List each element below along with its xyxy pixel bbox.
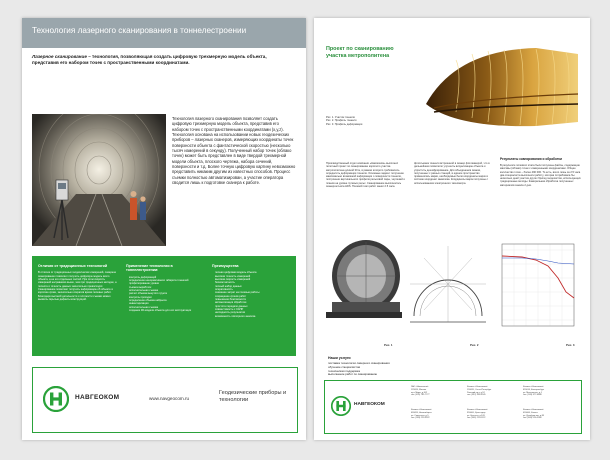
advantage-item: автоматизация обработки [215, 301, 247, 305]
left-footer [32, 367, 298, 433]
office-line: тел: (343) 377-6688 [523, 394, 542, 397]
navgeocom-logo-icon [43, 386, 69, 412]
navgeocom-logo-icon [331, 396, 351, 416]
services-list [328, 356, 458, 377]
application-item: профилирование уровня [129, 282, 159, 286]
results-text: В результате полевого этапа были получены файлы, содержащие массивы (облако) точек с измеренными координатами. Общее количество точек – более 490 000. То есть, всего лишь за 2.5 часа два специалиста выполнили работу, которая потребовала бы несколько дней участия других бригад геодезистов, использующих традиционные методы. Камеральная обработка полученных материалов заняла 2 дня. [500, 163, 581, 187]
application-item: инвентаризация [129, 302, 149, 306]
differences-column [38, 264, 118, 301]
tunnel-section-render [326, 236, 402, 342]
application-item: контроль деформаций [129, 275, 157, 279]
advantage-item: повышение безопасности [215, 298, 247, 302]
application-item: исполнительная съемка [129, 288, 159, 292]
website-link[interactable]: www.navgeocom.ru [149, 396, 190, 401]
tunnel-scanner-photo [32, 114, 166, 246]
services-title: Наши услуги [328, 356, 351, 360]
navgeocom-logo-text: НАВГЕОКОМ [75, 394, 120, 401]
office-line: тел: (861) 210-1122 [467, 417, 486, 420]
right-page-title: Проект по сканированию участка метрополитена [326, 46, 394, 59]
project-text-col1: Производственный отдел компании «Навгеоком» выполнил пилотный проект по сканированию короткого участка метрополитена длиной 30 м, в рамках которого требовалось определить деформации тоннеля. Основные задачи: получение максимально возможной информации о поверхности тоннеля, построение вертикального профиля рельсовой пары, чертежей и планов на уровне путевых рельс. Сканирование выполнялось сканером Leica HDS. Полевой этап работ занял 2.5 часа. [326, 162, 405, 189]
application-item: определение ненормативного габарита тоннелей [129, 278, 189, 282]
figure-label: Рис. 1 [384, 343, 393, 347]
tunnel-point-cloud-image [416, 42, 582, 132]
office-address [467, 409, 521, 420]
figure-label: Рис. 3 [566, 343, 575, 347]
office-line: тел: (812) 336-3545 [467, 394, 486, 397]
left-page [22, 18, 306, 440]
office-line: 129626, Москва [411, 388, 427, 391]
caption: Рис. 2. Профиль тоннеля [326, 119, 357, 123]
application-item: создание 3D-модели объекта для его эксплуатации [129, 309, 192, 313]
caption: Рис. 1. Участок тоннеля [326, 116, 355, 119]
office-line: Рижский пр-т, д.52 [467, 391, 485, 394]
figure-label: Рис. 2 [470, 343, 479, 347]
differences-title: Отличия от традиционных технологий [38, 264, 108, 268]
advantage-item: бесконтактность [215, 281, 235, 285]
intro-text: Технология лазерного сканирования позволяет создать цифровую трехмерную модель объекта, представив его набором точек с пространственными координатами (x,y,z). Технология основана на использовании новых геодезических приборов – лазерных сканеров, измеряющих координаты точек поверхности объекта с фантастической скоростью (несколько тысяч измерений в секунду). Полученный набор точек (облако точек) может быть представлен в виде твердой трехмерной модели объекта, плоского чертежа, набора сечений, поверхности и т.д. Более точную цифровую картину невозможно представить никаким другим из известных способов. Процесс съемки полностью автоматизирован, а участие оператора сводится лишь к подготовке сканера к работе. [172, 116, 296, 186]
office-line: Филиал «Навгеоком» [411, 409, 432, 411]
office-line: пр-т Мира, д.102 [411, 391, 428, 394]
lead-paragraph [32, 54, 294, 66]
office-line: 420066, Казань [523, 411, 538, 414]
lead-emphasis: Лазерное сканирование [32, 54, 87, 59]
advantage-item: сокращение сроков работ [215, 294, 247, 298]
advantage-item: возможность повторного анализа [215, 314, 256, 318]
differences-text: В отличие от традиционных геодезических измерений, лазерное сканирование позволяет получить цифровую модель всего объекта, а не его отдельных частей. При этом скорость измерений несравнимо выше, чем при традиционных методах, а полнота и точность данных значительно превосходят. Сканирование позволяет получить информацию об объекте в короткие сроки, значительно сократив время полевых работ. Благодаря высокой детальности и плотности съемки можно выявить скрытые дефекты конструкций. [38, 271, 117, 302]
office-line: 190020, Санкт-Петербург [467, 388, 492, 391]
advantage-item: оперативность [215, 288, 233, 292]
navgeocom-logo-text: НАВГЕОКОМ [354, 402, 385, 407]
lead-text: – технология, позволяющая создать цифровую трехмерную модель объекта, представив его набором точек с пространственными координатами. [32, 54, 267, 65]
results-title: Результаты сканирования и обработки [500, 157, 562, 161]
service-item: выполнение работ по сканированию [328, 372, 378, 377]
office-line: Филиал «Навгеоком» [523, 409, 544, 411]
office-address [411, 409, 465, 420]
office-line: 630099, Новосибирск [411, 411, 432, 414]
office-line: Филиал «Навгеоком» [523, 386, 544, 388]
service-item: техническая поддержка [328, 368, 360, 373]
office-line: тел: (495) 781-7777 [411, 394, 430, 397]
left-page-title: Технология лазерного сканирования в тоннелестроении [32, 26, 247, 35]
application-item: исполнительная съемка [129, 305, 159, 309]
application-item: определение объема набрызга [129, 299, 167, 302]
office-line: 350000, Краснодар [467, 411, 486, 414]
office-line: 620014, Екатеринбург [523, 388, 545, 391]
office-line: Филиал «Навгеоком» [467, 409, 488, 411]
deformation-chart [492, 236, 578, 342]
green-info-panel [32, 256, 296, 356]
office-line: ул. Декабристов, д.85 [523, 414, 545, 417]
advantage-item: высокая скорость измерений [215, 277, 251, 281]
office-line: тел: (843) 526-5566 [523, 417, 542, 420]
office-address [467, 386, 521, 397]
right-footer [324, 380, 582, 434]
applications-column [126, 264, 206, 312]
advantage-item: полный набор данных [215, 284, 242, 288]
application-item: расчет объема вынутого грунта [129, 292, 167, 296]
company-tagline: Геодезические приборы и технологии [219, 390, 287, 403]
right-page [314, 18, 590, 440]
figure-captions [326, 116, 412, 126]
advantages-column [212, 264, 292, 318]
application-item: съемка выработок [129, 285, 152, 289]
advantage-item: простота передачи данных [215, 304, 248, 308]
project-text-col2: фотосъемка тоннеля встроенной в сканер фотокамерой, что в дальнейшем позволило улучшить визуализацию объекта и упростить дешифрирование. Для объединения сканов, полученных с разных станций, в единое пространство применялись марки, необходимые были координаты марок в системе координат заказчика. Координаты марок получены с использованием электронного тахеометра. [414, 162, 490, 185]
office-line: тел: (383) 223-3322 [411, 417, 430, 420]
title-band [22, 18, 306, 48]
application-item: контроль проходки [129, 295, 152, 299]
office-line: ул. Советская, д.5 [411, 414, 429, 417]
caption: Рис. 3. Профиль деформации [326, 122, 363, 126]
advantage-item: полная цифровая модель объекта [215, 271, 257, 275]
office-line: ул. Красная, д.109 [467, 414, 485, 417]
applications-title: Применение технологии в тоннелестроении: [126, 264, 173, 273]
advantage-item: снижение затрат на полевые работы [215, 291, 260, 295]
service-item: обучение специалистов [328, 364, 361, 369]
service-item: поставка технологии лазерного сканирования [328, 361, 390, 365]
office-address [523, 386, 577, 397]
office-line: ул. Московская, д.1 [523, 391, 542, 394]
office-address [411, 386, 465, 397]
advantages-title: Преимущества [212, 264, 239, 268]
office-line: ЗАО «Навгеоком» [411, 386, 429, 388]
advantage-item: совместимость с САПР [215, 308, 244, 312]
results-column [500, 158, 581, 187]
tunnel-profile-drawing [406, 236, 488, 342]
advantage-item: высокая точность измерений [215, 274, 251, 278]
advantage-item: наглядность результатов [215, 311, 246, 315]
office-address [523, 409, 577, 420]
office-line: Филиал «Навгеоком» [467, 386, 488, 388]
